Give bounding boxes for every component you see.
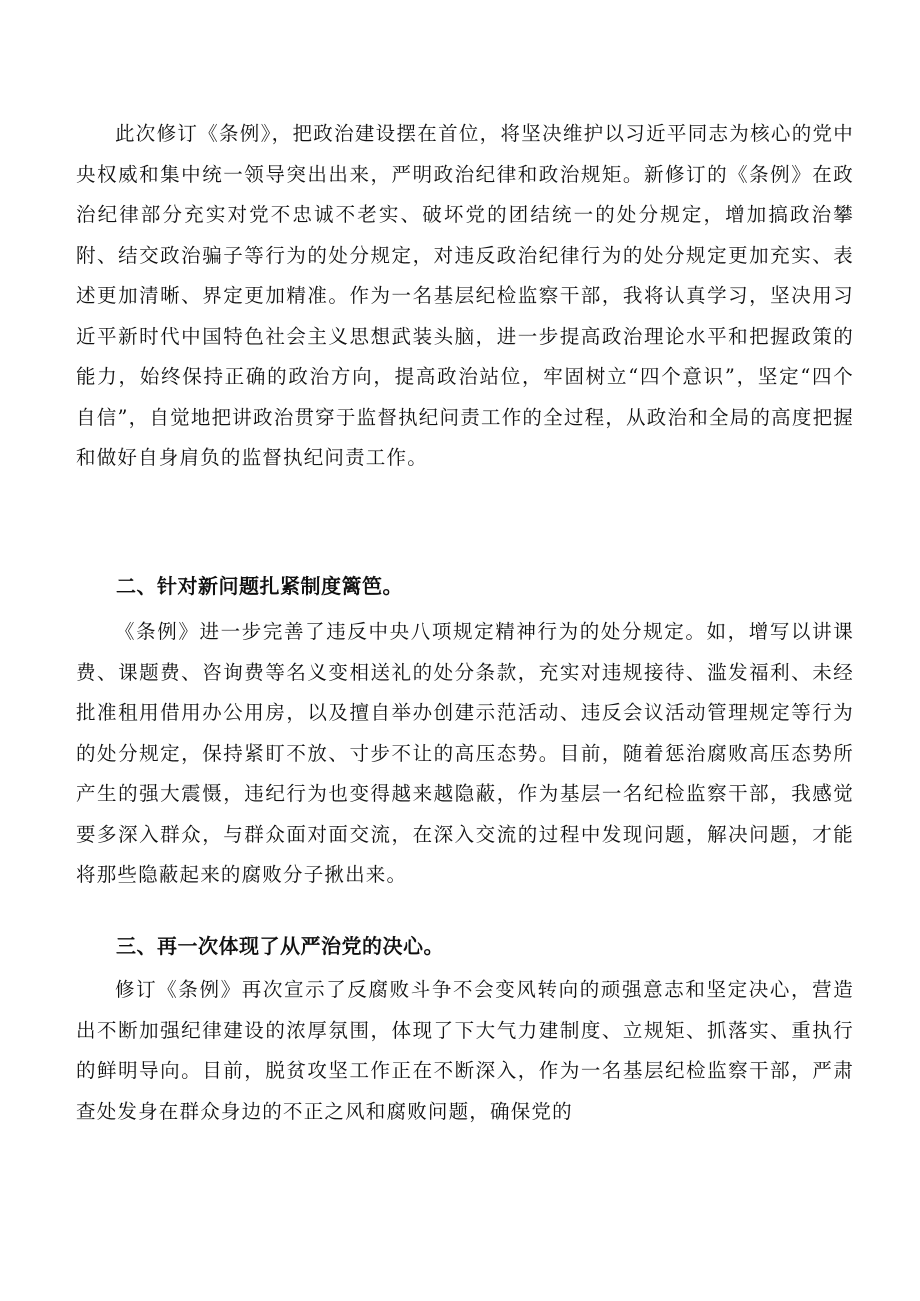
body-paragraph-2: 《条例》进一步完善了违反中央八项规定精神行为的处分规定。如，增写以讲课费、课题费、咨询费等名义变相送礼的处分条款，充实对违规接待、滥发福利、未经批准租用借用办公用房，以及擅自举办创建示范活动、违反会议活动管理规定等行为的处分规定，保持紧盯不放、寸步不让的高压态势。目前，随着惩治腐败高压态势所产生的强大震慑，违纪行为也变得越来越隐蔽，作为基层一名纪检监察干部，我感觉要多深入群众，与群众面对面交流，在深入交流的过程中发现问题，解决问题，才能将那些隐蔽起来的腐败分子揪出来。 <box>76 620 854 886</box>
section-heading-2: 二、针对新问题扎紧制度篱笆。 <box>116 574 403 598</box>
section-heading-3: 三、再一次体现了从严治党的决心。 <box>116 934 444 958</box>
body-paragraph-1: 此次修订《条例》，把政治建设摆在首位，将坚决维护以习近平同志为核心的党中央权威和集中统一领导突出出来，严明政治纪律和政治规矩。新修订的《条例》在政治纪律部分充实对党不忠诚不老实、破坏党的团结统一的处分规定，增加搞政治攀附、结交政治骗子等行为的处分规定，对违反政治纪律行为的处分规定更加充实、表述更加清晰、界定更加精准。作为一名基层纪检监察干部，我将认真学习，坚决用习近平新时代中国特色社会主义思想武装头脑，进一步提高政治理论水平和把握政策的能力，始终保持正确的政治方向，提高政治站位，牢固树立“四个意识”，坚定“四个自信”，自觉地把讲政治贯穿于监督执纪问责工作的全过程，从政治和全局的高度把握和做好自身肩负的监督执纪问责工作。 <box>76 122 854 469</box>
body-paragraph-3: 修订《条例》再次宣示了反腐败斗争不会变风转向的顽强意志和坚定决心，营造出不断加强纪律建设的浓厚氛围，体现了下大气力建制度、立规矩、抓落实、重执行的鲜明导向。目前，脱贫攻坚工作正在不断深入，作为一名基层纪检监察干部，严肃查处发身在群众身边的不正之风和腐败问题，确保党的 <box>76 978 854 1123</box>
